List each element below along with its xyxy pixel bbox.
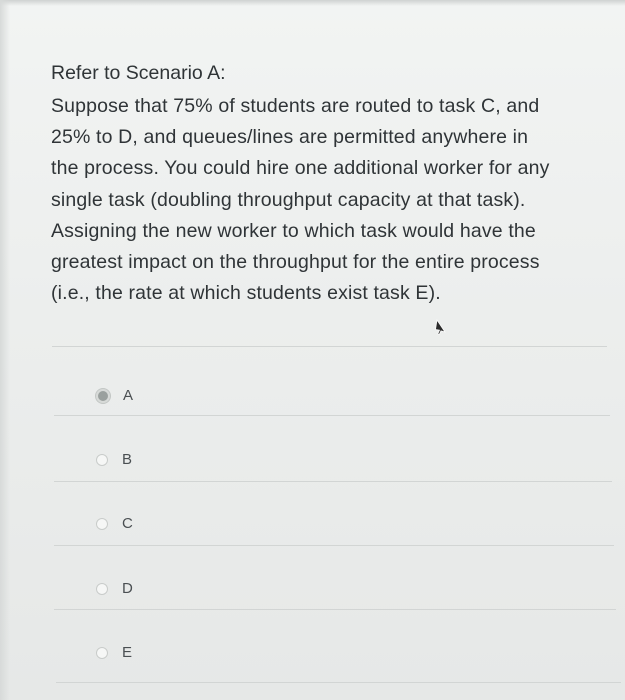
answer-option-label: C (122, 515, 133, 532)
answer-option-e[interactable] (96, 641, 132, 665)
mouse-pointer-icon (432, 318, 450, 336)
answer-option-label: A (123, 387, 134, 404)
option-divider (54, 415, 610, 416)
question-line: greatest impact on the throughput for the entire process (51, 251, 540, 274)
radio-button-icon[interactable] (96, 647, 108, 659)
answer-option-d[interactable] (96, 577, 133, 601)
question-line: 25% to D, and queues/lines are permitted anywhere in (51, 126, 529, 149)
answer-option-b[interactable] (96, 448, 132, 472)
answer-option-label: B (122, 451, 133, 468)
question-text (51, 91, 611, 309)
question-line: single task (doubling throughput capacity at that task). (51, 188, 526, 211)
page-edge-shadow (0, 0, 625, 6)
option-divider (54, 481, 612, 482)
option-divider (54, 609, 616, 610)
radio-button-icon[interactable] (96, 454, 108, 466)
question-line: Suppose that 75% of students are routed to task C, and (51, 95, 540, 117)
answer-option-a[interactable] (96, 384, 133, 408)
page-left-shadow (0, 0, 10, 700)
question-line: (i.e., the rate at which students exist task E). (51, 282, 441, 305)
question-divider (52, 346, 607, 347)
radio-button-icon[interactable] (96, 518, 108, 530)
question-line: the process. You could hire one additional worker for any (51, 157, 550, 180)
option-divider (54, 545, 614, 546)
answer-option-label: D (122, 580, 133, 597)
option-divider (56, 682, 621, 683)
radio-button-selected-icon[interactable] (96, 389, 110, 403)
radio-button-icon[interactable] (96, 583, 108, 595)
scenario-title: Refer to Scenario A: (51, 62, 226, 84)
answer-option-c[interactable] (96, 512, 133, 536)
answer-option-label: E (122, 644, 133, 661)
question-line: Assigning the new worker to which task would have the (51, 219, 536, 242)
